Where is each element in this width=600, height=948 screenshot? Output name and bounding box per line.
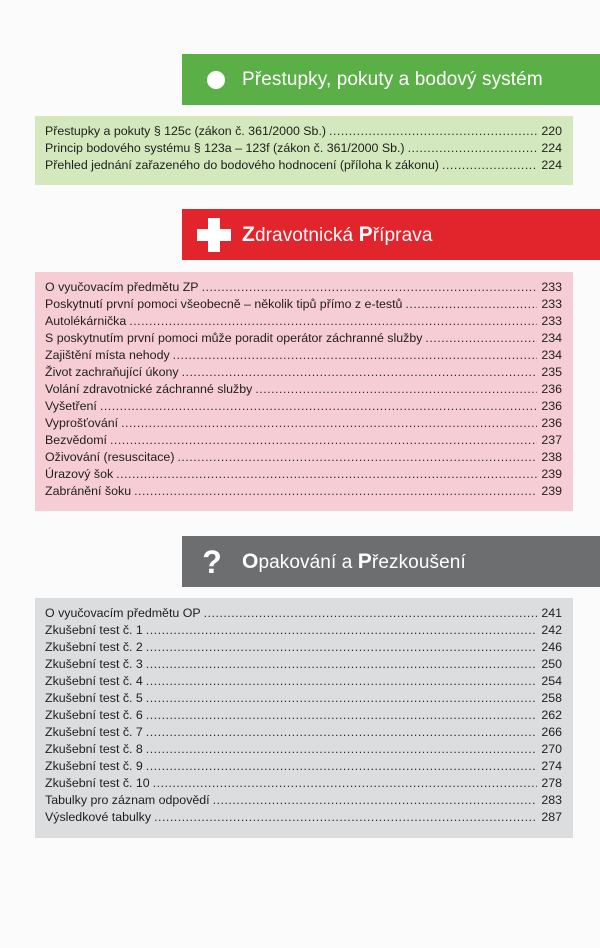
- toc-entry-page: 283: [541, 793, 562, 807]
- toc-entry: [45, 432, 562, 449]
- dot-leader: [146, 741, 537, 758]
- toc-entry: [45, 639, 562, 656]
- dot-leader: [213, 792, 537, 809]
- toc-entry-page: 266: [541, 725, 562, 739]
- dot-leader: [121, 415, 537, 432]
- dot-leader: [110, 432, 537, 449]
- question-icon: ?: [202, 543, 222, 580]
- dot-leader: [425, 330, 537, 347]
- toc-entry-label: Zkušební test č. 10: [45, 776, 150, 790]
- toc-entry: [45, 673, 562, 690]
- toc-entry-page: 224: [541, 158, 562, 172]
- toc-entry: [45, 398, 562, 415]
- toc-entry-label: Přestupky a pokuty § 125c (zákon č. 361/2000 Sb.): [45, 124, 327, 138]
- toc-entry-label: Princip bodového systému § 123a – 123f (zákon č. 361/2000 Sb.): [45, 141, 405, 155]
- toc-entry-label: Poskytnutí první pomoci všeobecně – několik tipů přímo z e-testů: [45, 297, 403, 311]
- toc-entry-page: 274: [541, 759, 562, 773]
- dot-leader: [146, 758, 537, 775]
- toc-entry-label: Zkušební test č. 5: [45, 691, 143, 705]
- toc-entry: [45, 656, 562, 673]
- toc-entry-page: 250: [541, 657, 562, 671]
- dot-leader: [202, 279, 537, 296]
- dot-leader: [153, 775, 537, 792]
- toc-entry: [45, 707, 562, 724]
- toc-entry: [45, 741, 562, 758]
- toc-entry-label: Zkušební test č. 7: [45, 725, 143, 739]
- toc-entry-label: Život zachraňující úkony: [45, 365, 179, 379]
- dot-leader: [329, 123, 537, 140]
- dot-leader: [146, 707, 537, 724]
- toc-entry-label: S poskytnutím první pomoci může poradit operátor záchranné služby: [45, 331, 423, 345]
- dot-leader: [116, 466, 537, 483]
- dot-leader: [146, 724, 537, 741]
- dot-leader: [146, 690, 537, 707]
- toc-entry-page: 234: [541, 331, 562, 345]
- toc-entry-label: Tabulky pro záznam odpovědí: [45, 793, 210, 807]
- toc-entry-label: Zkušební test č. 9: [45, 759, 143, 773]
- toc-entry-label: Vyšetření: [45, 399, 97, 413]
- circle-icon: [207, 71, 225, 89]
- toc-entry: [45, 157, 562, 174]
- toc-entry: [45, 724, 562, 741]
- dot-leader: [408, 140, 537, 157]
- toc-entry: [45, 347, 562, 364]
- toc-entry: [45, 313, 562, 330]
- toc-entry-page: 258: [541, 691, 562, 705]
- toc-entry: [45, 279, 562, 296]
- dot-leader: [255, 381, 537, 398]
- toc-entry-label: Zkušební test č. 3: [45, 657, 143, 671]
- toc-entry-page: 233: [541, 280, 562, 294]
- toc-entry-page: 287: [541, 810, 562, 824]
- dot-leader: [405, 296, 537, 313]
- toc-entry-page: 254: [541, 674, 562, 688]
- dot-leader: [146, 656, 537, 673]
- dot-leader: [173, 347, 537, 364]
- toc-entry: [45, 364, 562, 381]
- toc-entry: [45, 330, 562, 347]
- toc-entry-page: 239: [541, 484, 562, 498]
- toc-entry: [45, 415, 562, 432]
- section-title-medical: Zdravotnická Příprava: [242, 222, 433, 246]
- toc-entry-page: 242: [541, 623, 562, 637]
- section-header-review: [182, 536, 600, 587]
- toc-entry: [45, 622, 562, 639]
- toc-entry-label: Přehled jednání zařazeného do bodového hodnocení (příloha k zákonu): [45, 158, 440, 172]
- dot-leader: [182, 364, 537, 381]
- toc-entry-label: Oživování (resuscitace): [45, 450, 175, 464]
- toc-entry-label: Autolékárnička: [45, 314, 127, 328]
- dot-leader: [146, 673, 537, 690]
- toc-entry-label: Úrazový šok: [45, 467, 114, 481]
- dot-leader: [134, 483, 537, 500]
- toc-entry: [45, 483, 562, 500]
- section-header-traffic: [182, 54, 600, 105]
- toc-entry-page: 234: [541, 348, 562, 362]
- toc-entry-page: 246: [541, 640, 562, 654]
- toc-entry-label: Zkušební test č. 2: [45, 640, 143, 654]
- toc-entry-page: 238: [541, 450, 562, 464]
- toc-entry-label: Vyprošťování: [45, 416, 119, 430]
- toc-entry-page: 241: [541, 606, 562, 620]
- section-header-medical: [182, 209, 600, 260]
- toc-entry-page: 270: [541, 742, 562, 756]
- toc-entry-label: Volání zdravotnické záchranné služby: [45, 382, 253, 396]
- toc-entry-page: 239: [541, 467, 562, 481]
- toc-entry: [45, 809, 562, 826]
- toc-entry-label: Zkušební test č. 6: [45, 708, 143, 722]
- toc-entry-page: 220: [541, 124, 562, 138]
- toc-entry-label: Zabránění šoku: [45, 484, 132, 498]
- toc-entry-page: 236: [541, 416, 562, 430]
- toc-entry-label: Výsledkové tabulky: [45, 810, 152, 824]
- toc-entry-page: 235: [541, 365, 562, 379]
- toc-entry-label: O vyučovacím předmětu ZP: [45, 280, 199, 294]
- toc-entry: [45, 123, 562, 140]
- section-title-traffic: Přestupky, pokuty a bodový systém: [242, 68, 543, 90]
- toc-entry: [45, 449, 562, 466]
- toc-entry-page: 236: [541, 399, 562, 413]
- dot-leader: [442, 157, 537, 174]
- toc-entry-page: 236: [541, 382, 562, 396]
- toc-entry: [45, 296, 562, 313]
- section-title-review: Opakování a Přezkoušení: [242, 549, 466, 573]
- toc-entry: [45, 466, 562, 483]
- toc-entry-page: 233: [541, 314, 562, 328]
- toc-entry-page: 237: [541, 433, 562, 447]
- toc-entry-label: Zkušební test č. 1: [45, 623, 143, 637]
- toc-entry: [45, 605, 562, 622]
- toc-entry-page: 224: [541, 141, 562, 155]
- dot-leader: [146, 639, 537, 656]
- toc-entry-label: Zajištění místa nehody: [45, 348, 170, 362]
- dot-leader: [204, 605, 537, 622]
- toc-entry: [45, 758, 562, 775]
- toc-entry-label: Bezvědomí: [45, 433, 107, 447]
- dot-leader: [177, 449, 537, 466]
- dot-leader: [154, 809, 537, 826]
- toc-entry: [45, 690, 562, 707]
- dot-leader: [100, 398, 537, 415]
- toc-list-traffic: [35, 116, 573, 185]
- toc-list-review: [35, 598, 573, 838]
- toc-entry-label: O vyučovacím předmětu OP: [45, 606, 201, 620]
- toc-entry-page: 262: [541, 708, 562, 722]
- toc-entry: [45, 381, 562, 398]
- toc-entry-label: Zkušební test č. 4: [45, 674, 143, 688]
- toc-entry: [45, 792, 562, 809]
- toc-entry-label: Zkušební test č. 8: [45, 742, 143, 756]
- toc-entry: [45, 775, 562, 792]
- plus-icon: [197, 218, 231, 252]
- dot-leader: [129, 313, 537, 330]
- toc-list-medical: [35, 272, 573, 511]
- toc-entry-page: 278: [541, 776, 562, 790]
- dot-leader: [146, 622, 537, 639]
- toc-entry: [45, 140, 562, 157]
- toc-entry-page: 233: [541, 297, 562, 311]
